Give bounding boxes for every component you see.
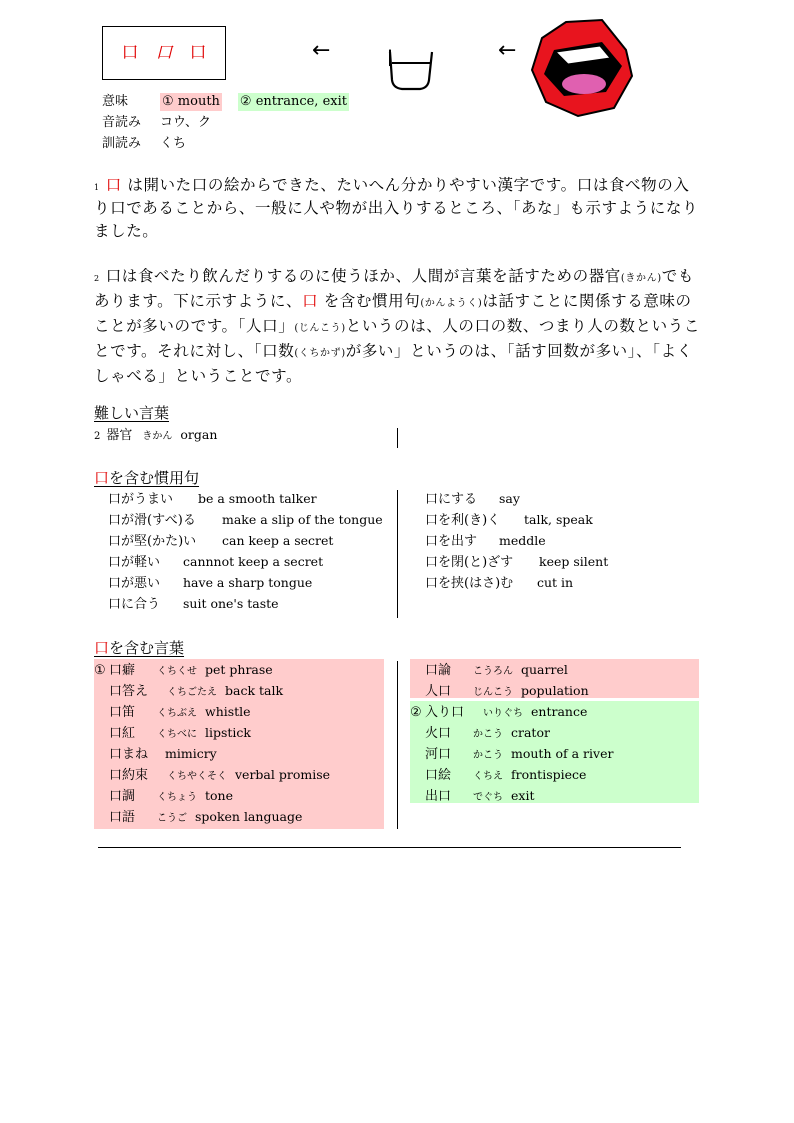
english: be a smooth talker <box>198 491 317 506</box>
word: 口まね <box>109 747 149 762</box>
kanji-highlight: 口 <box>105 176 122 194</box>
english: can keep a secret <box>222 533 334 548</box>
list-item <box>108 488 383 509</box>
on-reading-value: コウ、ク <box>160 115 211 130</box>
word: 出口 <box>425 789 452 804</box>
meaning-label: 意味 <box>102 94 129 109</box>
english: keep silent <box>539 554 609 569</box>
word: 火口 <box>425 726 452 741</box>
paragraph-text: を含む慣用句 <box>318 292 421 310</box>
kun-reading-label: 訓読み <box>102 136 142 151</box>
list-item <box>94 743 384 764</box>
idiom: 口がうまい <box>108 492 174 507</box>
word: 器官 <box>106 428 133 443</box>
kanji-highlight: 口 <box>94 639 110 657</box>
word: 口癖 <box>109 663 136 678</box>
list-item <box>425 509 608 530</box>
reading: こうご <box>157 813 187 824</box>
reading: かこう <box>473 729 503 740</box>
reading: くちえ <box>473 771 503 782</box>
reading: くちやくそく <box>167 771 227 782</box>
list-item <box>425 488 608 509</box>
word: 口調 <box>109 789 136 804</box>
english: say <box>499 491 520 506</box>
idiom: 口を利(き)く <box>425 513 501 528</box>
glyph-form-2: 口 <box>155 42 173 63</box>
word: 口笛 <box>109 705 136 720</box>
kun-reading-row <box>102 135 186 153</box>
list-item <box>94 701 384 722</box>
words-right-green-list <box>410 701 699 803</box>
on-reading-row <box>102 114 211 132</box>
list-item <box>425 572 608 593</box>
idiom: 口を挟(はさ)む <box>425 576 514 591</box>
footnote-number: 2 <box>94 274 100 283</box>
paragraph-2 <box>94 265 700 388</box>
furigana: (きかん) <box>620 273 662 284</box>
list-item <box>108 572 383 593</box>
idiom: 口にする <box>425 492 478 507</box>
meaning-entrance-exit: ② entrance, exit <box>239 94 347 109</box>
idiom: 口を閉(と)ざす <box>425 555 514 570</box>
kanji-highlight: 口 <box>94 469 110 487</box>
reading: きかん <box>142 431 173 442</box>
english: exit <box>511 788 535 803</box>
word: 口紅 <box>109 726 136 741</box>
list-item <box>94 806 384 827</box>
list-item <box>108 593 383 614</box>
furigana: (かんようく) <box>420 298 483 309</box>
english: back talk <box>225 683 284 698</box>
list-item <box>410 680 699 701</box>
idiom: 口を出す <box>425 534 478 549</box>
idioms-right-list <box>425 488 608 593</box>
word: 人口 <box>425 684 452 699</box>
pictograph-drawing <box>384 36 440 92</box>
meaning-row <box>102 93 349 111</box>
difficult-words-list <box>94 424 217 445</box>
word: 口論 <box>425 663 452 678</box>
english: talk, speak <box>524 512 593 527</box>
list-item <box>108 530 383 551</box>
english: quarrel <box>521 662 568 677</box>
word: 口絵 <box>425 768 452 783</box>
reading: くちょう <box>157 792 197 803</box>
reading: くちべに <box>157 729 197 740</box>
list-item <box>94 785 384 806</box>
paragraph-1 <box>94 174 700 243</box>
paragraph-text: でもあります。下に示すように、 <box>94 267 694 310</box>
column-divider <box>397 428 398 448</box>
reading: くちぶえ <box>157 708 197 719</box>
idiom: 口に合う <box>108 597 161 612</box>
bottom-rule <box>98 847 681 848</box>
paragraph-text: というのは、人の口の数、つまり人の数ということです。それに対し、「口数 <box>94 317 700 360</box>
english: whistle <box>205 704 251 719</box>
list-item <box>410 785 699 806</box>
list-item <box>94 659 384 680</box>
word: 口語 <box>109 810 136 825</box>
words-left-list <box>94 659 384 829</box>
words-right-pink-list <box>410 659 699 698</box>
list-item <box>108 551 383 572</box>
english: verbal promise <box>235 767 331 782</box>
english: have a sharp tongue <box>183 575 313 590</box>
english: suit one's taste <box>183 596 279 611</box>
reading: くちくせ <box>157 666 197 677</box>
reading: くちごたえ <box>167 687 217 698</box>
paragraph-text: は開いた口の絵からできた、たいへん分かりやすい漢字です。口は食べ物の入り口であることから、一般に人や物が出入りするところ、「あな」も示すようになりました。 <box>94 176 699 240</box>
english: organ <box>180 427 218 442</box>
list-item <box>410 722 699 743</box>
list-item <box>410 701 699 722</box>
column-divider <box>397 490 398 618</box>
footnote-number: 1 <box>94 183 100 192</box>
kun-reading-value: くち <box>160 136 187 151</box>
list-item <box>410 659 699 680</box>
idiom: 口が滑(すべ)る <box>108 513 196 528</box>
reading: かこう <box>473 750 503 761</box>
english: population <box>521 683 589 698</box>
furigana: (じんこう) <box>294 323 346 334</box>
reading: でぐち <box>473 792 503 803</box>
glyph-form-1: 口 <box>121 42 139 63</box>
english: crator <box>511 725 550 740</box>
left-arrow-icon: ← <box>312 38 331 63</box>
idioms-left-list <box>108 488 383 614</box>
english: spoken language <box>195 809 303 824</box>
column-divider <box>397 661 398 829</box>
word: 河口 <box>425 747 452 762</box>
list-item <box>94 424 217 445</box>
words-heading <box>94 637 184 658</box>
circled-number: ① <box>94 663 106 678</box>
paragraph-text: 口は食べたり飲んだりするのに使うほか、人間が言葉を話すための器官 <box>105 267 621 285</box>
paragraph-text: は話すことに関係する意味のことが多いのです。「人口」 <box>94 292 692 335</box>
circled-number: ② <box>410 705 422 720</box>
kanji-highlight: 口 <box>302 292 319 310</box>
meaning-mouth: ① mouth <box>162 94 220 109</box>
english: pet phrase <box>205 662 273 677</box>
english: meddle <box>499 533 546 548</box>
furigana: (くちかず) <box>294 348 346 359</box>
english: frontispiece <box>511 767 587 782</box>
list-item <box>94 680 384 701</box>
left-arrow-icon: ← <box>498 38 517 63</box>
list-item <box>94 722 384 743</box>
english: entrance <box>531 704 588 719</box>
idiom: 口が軽い <box>108 555 161 570</box>
paragraph-text: が多い」というのは、「話す回数が多い」、「よくしゃべる」ということです。 <box>94 342 693 385</box>
reading: いりぐち <box>483 708 523 719</box>
heading-text: を含む慣用句 <box>109 469 200 487</box>
word: 入り口 <box>425 705 465 720</box>
word: 口答え <box>109 684 149 699</box>
list-item <box>410 743 699 764</box>
reading: こうろん <box>473 666 513 677</box>
heading-text: を含む言葉 <box>109 639 185 657</box>
list-item <box>410 764 699 785</box>
on-reading-label: 音読み <box>102 115 142 130</box>
idiom: 口が悪い <box>108 576 161 591</box>
glyph-form-3: 口 <box>189 42 207 63</box>
list-item <box>94 764 384 785</box>
english: mimicry <box>165 746 217 761</box>
list-item <box>108 509 383 530</box>
reading: じんこう <box>473 687 513 698</box>
idioms-heading <box>94 467 199 488</box>
glyph-evolution-box <box>102 26 226 80</box>
english: lipstick <box>205 725 252 740</box>
english: cut in <box>537 575 574 590</box>
mouth-drawing <box>528 16 634 118</box>
difficult-words-heading: 難しい言葉 <box>94 404 170 422</box>
idiom: 口が堅(かた)い <box>108 534 197 549</box>
english: mouth of a river <box>511 746 614 761</box>
word: 口約束 <box>109 768 149 783</box>
list-item <box>425 551 608 572</box>
footnote-number: 2 <box>94 431 101 442</box>
list-item <box>425 530 608 551</box>
english: make a slip of the tongue <box>222 512 383 527</box>
english: tone <box>205 788 233 803</box>
english: cannnot keep a secret <box>183 554 324 569</box>
